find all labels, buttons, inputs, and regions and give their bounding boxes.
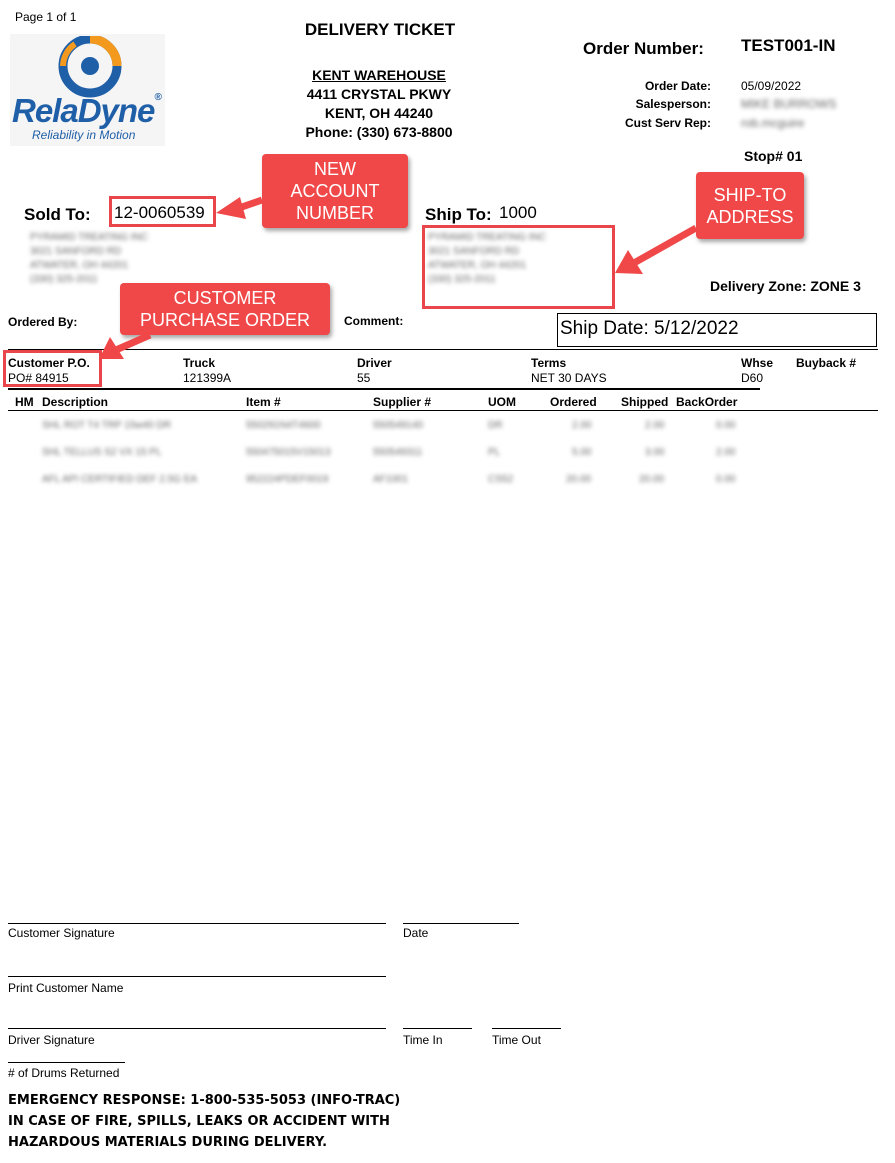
driver-value: 55 — [357, 371, 371, 385]
logo-wordmark: RelaDyne® — [12, 92, 161, 129]
order-number-label: Order Number: — [583, 39, 704, 58]
driver-signature-label: Driver Signature — [8, 1033, 95, 1047]
print-name-label: Print Customer Name — [8, 981, 124, 995]
drums-returned-line[interactable] — [8, 1062, 125, 1063]
col-header-backorder: BackOrder — [676, 395, 738, 409]
col-header-item: Item # — [246, 395, 281, 409]
table-row: AFL API CERTIFIED DEF 2.5G EA 952224PDEF0019 AF1001 CS52 20.00 20.00 0.00 — [42, 474, 736, 485]
arrow-po-icon — [116, 335, 150, 350]
driver-label: Driver — [357, 356, 392, 370]
line-items — [0, 420, 895, 490]
customer-signature-line[interactable] — [8, 923, 386, 924]
ship-to-label: Ship To: — [425, 205, 492, 224]
sold-to-label: Sold To: — [24, 205, 91, 224]
whse-label: Whse — [741, 356, 774, 370]
date-line[interactable] — [403, 923, 519, 924]
delivery-zone: Delivery Zone: ZONE 3 — [710, 278, 861, 294]
order-date: 05/09/2022 — [741, 79, 802, 93]
page-number: Page 1 of 1 — [15, 10, 77, 24]
customer-signature-label: Customer Signature — [8, 926, 115, 940]
terms-label: Terms — [531, 356, 567, 370]
warehouse-street: 4411 CRYSTAL PKWY — [306, 86, 452, 102]
ship-to-address: PYRAMID TREATING INC 3021 SANFORD RD ATWATER, OH 44201 (330) 325-2011 — [428, 232, 546, 285]
divider — [8, 410, 878, 411]
time-out-line[interactable] — [492, 1028, 561, 1029]
col-header-supplier: Supplier # — [373, 395, 432, 409]
col-header-uom: UOM — [488, 395, 516, 409]
print-name-line[interactable] — [8, 976, 386, 977]
po-value: PO# 84915 — [8, 371, 69, 385]
callout-arrows — [0, 0, 895, 400]
emergency-notice: EMERGENCY RESPONSE: 1-800-535-5053 (INFO-TRAC) IN CASE OF FIRE, SPILLS, LEAKS OR ACCIDENT WITH HAZARDOUS MATERIALS DURING DELIVERY. — [8, 1093, 401, 1150]
drums-returned-label: # of Drums Returned — [8, 1066, 120, 1080]
stop-number: Stop# 01 — [744, 148, 803, 164]
sold-to-account: 12-0060539 — [114, 203, 205, 222]
callout-new-account-number: NEW ACCOUNT NUMBER — [262, 154, 408, 228]
table-row: SHL ROT T4 TRP 15w40 DR 550291N4T4600 550549140 DR 2.00 2.00 0.00 — [42, 420, 736, 431]
truck-label: Truck — [183, 356, 216, 370]
time-in-line[interactable] — [403, 1028, 472, 1029]
ship-date: Ship Date: 5/12/2022 — [560, 318, 739, 339]
warehouse-city: KENT, OH 44240 — [324, 105, 434, 121]
callout-customer-purchase-order: CUSTOMER PURCHASE ORDER — [120, 283, 330, 335]
sold-to-address: PYRAMID TREATING INC 3021 SANFORD RD ATWATER, OH 44201 (330) 325-2011 — [30, 232, 148, 285]
truck-value: 121399A — [183, 371, 232, 385]
logo-tagline: Reliability in Motion — [32, 128, 136, 142]
ship-to-code: 1000 — [499, 203, 537, 222]
cust-serv-value: rob.mcguire — [741, 116, 805, 130]
whse-value: D60 — [741, 371, 764, 385]
table-row: SHL TELLUS S2 VX 15 PL 550475015V15013 550549311 PL 5.00 3.00 2.00 — [42, 447, 736, 458]
document-title: DELIVERY TICKET — [304, 20, 456, 39]
comment-label: Comment: — [344, 314, 404, 328]
callout-ship-to-address: SHIP-TO ADDRESS — [696, 172, 804, 239]
buyback-label: Buyback # — [796, 356, 857, 370]
time-out-label: Time Out — [492, 1033, 541, 1047]
arrow-shipto-icon — [634, 228, 696, 263]
ordered-by-label: Ordered By: — [8, 315, 78, 329]
po-label: Customer P.O. — [8, 356, 90, 370]
col-header-hm: HM — [15, 395, 34, 409]
driver-signature-line[interactable] — [8, 1028, 386, 1029]
salesperson-label: Salesperson: — [635, 97, 711, 111]
date-label: Date — [403, 926, 429, 940]
cust-serv-label: Cust Serv Rep: — [624, 116, 711, 130]
warehouse-name: KENT WAREHOUSE — [312, 67, 446, 83]
col-header-shipped: Shipped — [621, 395, 669, 409]
col-header-ordered: Ordered — [550, 395, 597, 409]
warehouse-phone: Phone: (330) 673-8800 — [305, 124, 453, 140]
time-in-label: Time In — [403, 1033, 443, 1047]
terms-value: NET 30 DAYS — [531, 371, 607, 385]
col-header-description: Description — [42, 395, 109, 409]
arrow-account-head-icon — [216, 197, 246, 219]
order-number: TEST001-IN — [741, 36, 836, 55]
order-date-label: Order Date: — [644, 79, 711, 93]
salesperson-value: MIKE BURROWS — [741, 97, 837, 111]
